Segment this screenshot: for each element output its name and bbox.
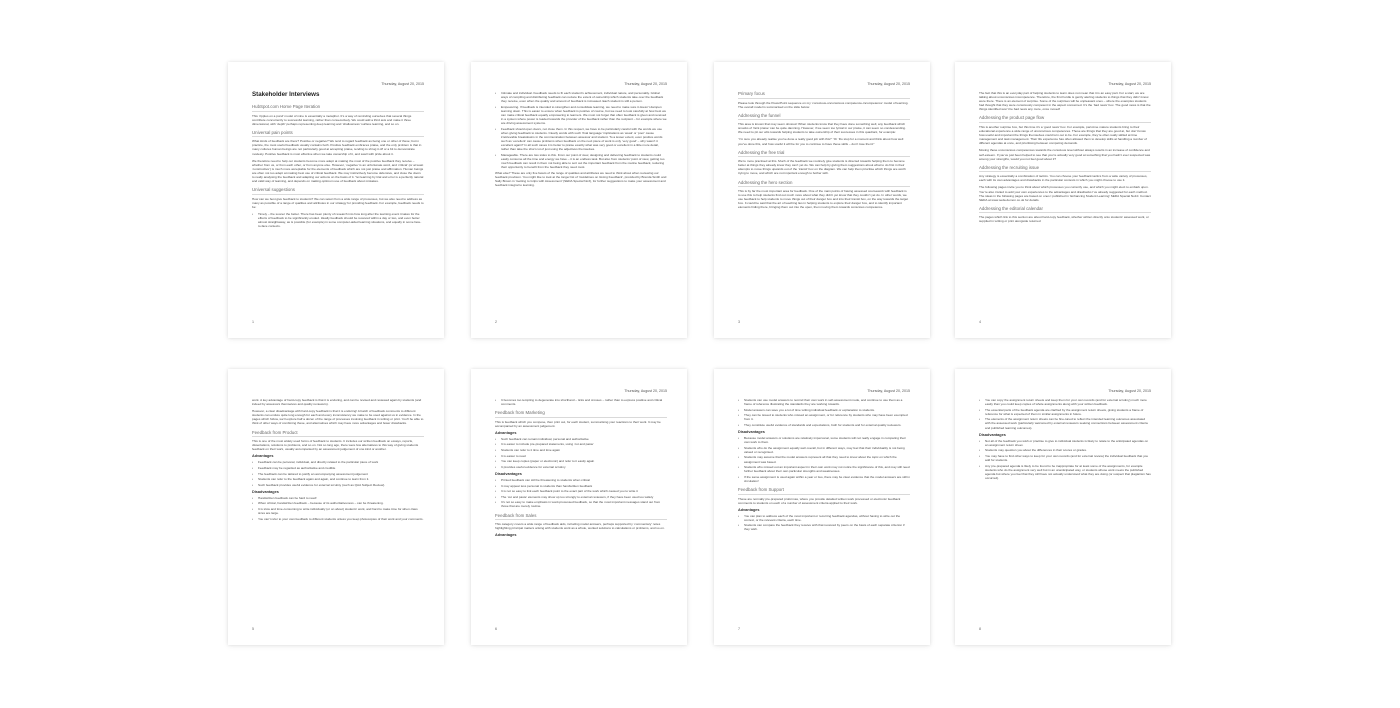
bullet-item: • Such feedback provides useful evidence for external scrutiny (such as QAA Subject Review). bbox=[252, 483, 424, 487]
bullet-item: • Feedback can be personal, individual, and directly related to the particular piece of work bbox=[252, 460, 424, 464]
document-page-4[interactable] bbox=[955, 62, 1171, 338]
paragraph: This is feedback which you compose, then print out, for each student, summarising your reactions to their work. It may be accompanied by an assessment judgement. bbox=[495, 419, 661, 428]
document-page-2[interactable] bbox=[471, 62, 687, 338]
page-date: Thursday, August 20, 2015 bbox=[624, 389, 667, 393]
subsection-heading: Disadvantages bbox=[495, 471, 522, 476]
paragraph: What kinds of feedback are there? Positive or negative? We tend to regard feedback as being one or other of these; but in practice, the most useful feedback usually contains both. Positive feedback embraces praise, and the only problem is that in many cultures human beings are not particularly good at accepting praise, tending to shrug it off or a bit to demonstrate modesty. Positive feedback is most effective when we take ownership of it, and swell with pride about it. bbox=[252, 139, 422, 156]
page-title: Stakeholder Interviews bbox=[252, 91, 320, 98]
page-date bbox=[252, 389, 424, 394]
bullet-item: • The ‘cut and paste’ elements may show up too strongly to external reviewers, if they have been used too widely bbox=[495, 495, 667, 499]
bullet-item: • Students can compare the feedback they receive with that received by peers on the basis of each separate criterion if they wish. bbox=[738, 523, 910, 531]
bullet-item: • Students may assume that the model answers represent all that they need to know about the topic on which the assignment was based. bbox=[738, 455, 910, 463]
bullet-item: • Feedback should open doors, not close them. In this respect, we have to be particularly careful with the words we use when giving feedback to students. Clearly words with such ‘final language’ implications as ‘weak’ or ‘poor’ cause irretrievable breakdowns in the communication between assessor and student. To a lesser extent, even positive words such as ‘excellent’ can cause problems when feedback on the next piece of work is only ‘very good’ – why wasn’t it excellent again? In all such cases it is better to praise exactly what was very good or excellent in a little more detail, rather than take the short cut of just using the adjectives themselves. bbox=[495, 127, 667, 152]
paragraph: The pages which link to this section are about hard-copy feedback, whether written directly onto students’ assessed work, or supplied in writing or print alongside returned bbox=[979, 215, 1149, 224]
page-date: Thursday, August 20, 2015 bbox=[624, 82, 667, 86]
section-heading: Primary focus bbox=[738, 91, 910, 99]
paragraph: How can we best give feedback to students? We can select from a wide range of processes, but we also need to address as many as possible of a range of qualities and attributes in our strategy for providing feedback. For example, feedback needs to be: bbox=[252, 196, 424, 209]
bullet-item: • It provides useful evidence for external scrutiny bbox=[495, 465, 667, 469]
subsection-heading: Disadvantages bbox=[738, 430, 765, 435]
section-heading: HubSpot.com Home Page Iteration bbox=[252, 104, 424, 112]
bullet-item: • Handwritten feedback can be hard to read! bbox=[252, 496, 424, 500]
paragraph: Any strategy is essentially a combination of tactics. You can choose your feedback tactics from a wide variety of processes, each with its own advantages and drawbacks in the particular contexts in which you might choose to use it. bbox=[979, 174, 1148, 183]
page-date: Thursday, August 20, 2015 bbox=[867, 82, 910, 86]
document-page-1[interactable] bbox=[228, 62, 444, 338]
bullet-item: • You can’t refer to your own feedback to different students unless you keep photocopies of their work and your comments. bbox=[252, 517, 424, 521]
paragraph: This is one of the most widely used forms of feedback to students. It includes our written feedback on essays, reports, dissertations, solutions to problems, and so on. Not so long ago, there were few alternatives to this way of giving students feedback on their work, usually accompanied by an assessment judgement of one kind or another. bbox=[252, 439, 419, 452]
bullet-item: • Such feedback can remain individual, personal and authoritative bbox=[495, 437, 667, 441]
subsection-heading: Advantages bbox=[738, 507, 760, 512]
bullet-item: • Students may question you about the differences in their scores or grades. bbox=[979, 448, 1151, 452]
section-heading: Feedback from Product bbox=[252, 430, 424, 438]
paragraph: We’re more practised at this. Much of the feedback we routinely give students is directed towards helping them to become better at things they already know they can’t yet do. We can help by giving them suggestions about what to do first in their attempts to move things upwards out of the ‘transit’ box on the diagram. We can help them prioritise which things are worth trying to move, and which are not important enough to bother with. bbox=[738, 159, 906, 176]
section-heading: Feedback from Sales bbox=[495, 513, 667, 521]
page-date: Thursday, August 20, 2015 bbox=[381, 82, 424, 86]
bullet-item: • Printed feedback can still be threatening to students when critical bbox=[495, 478, 667, 482]
subsection-heading: Disadvantages bbox=[979, 432, 1006, 437]
paragraph: This is by far the most important area for feedback. One of the main points of having assessed coursework with feedback is to use this to help students find out much more about what they didn’t yet know that they couldn’t yet do. In other words, we use feedback to help students to move things out of their danger box and into their transit box, on the way towards the target box. It could be said that the art of teaching lies in helping students to explore their danger box, and to identify important elements hiding there, bringing them out into the open, then moving them towards conscious competence. bbox=[738, 189, 909, 210]
paragraph: “I’m sure you already realise you’ve done a really good job with this!” “Or ‘Do stop for a moment and think about how well you’ve done this, and how useful it will be for you to continue to have these skills – don’t lose them!” bbox=[738, 137, 904, 146]
page-number: 7 bbox=[738, 627, 740, 631]
page-number: 3 bbox=[738, 320, 740, 324]
section-heading: Universal pain points bbox=[252, 130, 424, 138]
paragraph: This area is known that may seem obvious! When students know that they have done something well, any feedback which smacks of ‘faint praise’ can be quite damning. However, if we seem too lyrical in our praise, it can seem so condescending. We need to pit our wits towards helping students to take ownership of their successes in this quadrant, for example: bbox=[738, 122, 906, 135]
bullet-item: • Empowering. If feedback is intended to strengthen and consolidate learning, we need to make sure it doesn’t dampen learning down. This is easier to ensure when feedback is positive of course, but we need to look carefully at how best we can make critical feedback equally empowering to learners. We must not forget that often feedback is given and received in a system where power is loaded towards the provider of the feedback rather than the recipient – for example where we are driving assessment systems. bbox=[495, 105, 667, 125]
paragraph: We therefore need to help our students become more adept at making the most of the positive feedback they receive – whether from us, or from each other, or from anyone else. However, ‘negative’ is an unfortunate word, and ‘critical’ (or at least ‘constructive’) is much more acceptable for the elements of feedback which are not just praise and affirmation. Human beings are often not too adept at making best use of critical feedback. We may instinctively become defensive, and close the doors to really analysing the feedback and adapting our actions on the basis of it. Yet learning by trial and error is a perfectly natural and valid way of learning, and depends on making optimum use of feedback about mistakes. bbox=[252, 158, 424, 184]
bullet-item: • The elements of the assignment return sheets can be fine-tuned to reflect the intended learning outcomes associated with the assessed work (particularly welcomed by external reviewers seeking connections between assessment criteria and published learning outcomes). bbox=[979, 417, 1151, 429]
bullet-item: • Students who missed out an important aspect in their own work may not notice the significance of this, and may still need further feedback about their own particular strengths and weaknesses. bbox=[738, 465, 910, 473]
subsection-heading: Disadvantages bbox=[252, 489, 279, 494]
paragraph: This category covers a wide range of feedback aids, including model answers, perhaps supported by ‘commentary’ notes highlighting principal matters arising with students work as a whole, worked solutions to calculations or problems, and so on. bbox=[495, 522, 665, 531]
page-number: 6 bbox=[495, 627, 497, 631]
bullet-item: • It’s not so easy to make emphasis in word-processed feedback, so that the most important messages stand out from those that are merely routine. bbox=[495, 500, 667, 508]
page-number: 1 bbox=[252, 320, 254, 324]
bullet-item: • Because model answers or solutions are relatively impersonal, some students will not really engage in comparing their own work to them. bbox=[738, 436, 910, 444]
document-page-8[interactable] bbox=[955, 369, 1171, 645]
bullet-item: • The feedback can be tailored to justify an accompanying assessment judgement bbox=[252, 472, 424, 476]
page-number: 5 bbox=[252, 627, 254, 631]
section-heading: Addressing the funnel bbox=[738, 113, 910, 121]
bullet-item: • Timely – the sooner the better. There has been plenty of research into how long after the learning event it takes for the effects of feedback to be significantly eroded. Ideally feedback should be received within a day or two, and even better almost straightaway, as is possible (for example) in some computer-aided learning situations, and equally in some face-to-face contexts. bbox=[252, 212, 424, 228]
paragraph: work. A key advantage of hard-copy feedback is that it is enduring, and can be revised and reviewed again by students (and indeed by assessors themselves and quality reviewers). bbox=[252, 398, 422, 407]
bullet-item: • It may appear less personal to students than handwritten feedback bbox=[495, 484, 667, 488]
bullet-item: • Any pre-prepared agenda is likely to be found to be inappropriate for at least some of the assignments, for example students who do the assignment very well but in an unanticipated way, or students whose work meets the published agenda but where you feel that they still have not actually understood what they are doing (or suspect that plagiarism has occurred). bbox=[979, 464, 1151, 480]
section-heading: Universal suggestions bbox=[252, 187, 424, 195]
bullet-item: • Students can refer to the feedback again and again, and continue to learn from it. bbox=[252, 477, 424, 481]
bullet-item: • The essential parts of the feedback agenda are clarified by the assignment return sheets, giving students a frame of reference for what is expected of them in similar assignments in future. bbox=[979, 408, 1151, 416]
bullet-item: • It is easier to include pre-prepared statements, using ‘cut and paste’ bbox=[495, 442, 667, 446]
paragraph: These are normally pre-prepared proformas, where you provide detailed written work processed or electronic feedback comments to students on each of a number of assessment criteria applied to their work. bbox=[738, 496, 901, 505]
paragraph: The fact that this is an everyday part of helping students to learn does not mean that it is an easy part. For a start, we are talking about unconscious incompetence. Therefore, the first hurdle is gently alerting students to things that they didn’t know were there. There is an element of surprise. Some of the surprises will be unpleasant ones – where the examples students had thought that they were consciously competent in the aspect concerned. It’s the ‘bad news’ box. The good news is that the things identified won’t be bad news any more, once moved! bbox=[979, 91, 1151, 112]
paragraph: Moving these unconscious competences towards the conscious level without always results in an increase of confidence and self-esteem. If you’ve just been helped to see that you’re actually very good at something that you hadn’t ever suspected was among your strengths, would you not feel good about it? bbox=[979, 148, 1151, 161]
section-heading: Feedback from Support bbox=[738, 487, 910, 495]
paragraph: What else? These are only five facets of the range of qualities and attributes we need to think about when reviewing our feedback provision. You might like to look at the longer list of ‘Guidelines on Giving Feedback’, provided by Brenda Smith and Sally Brown in ‘Getting to Grips with Assessment’ (SEDA Special No3), for further suggestions to make your assessment and feedback integral to learning. bbox=[495, 170, 667, 187]
bullet-item: • If the same assignment is used again within a year or two, there may be clear evidence that the model answers are still in circulation! bbox=[738, 475, 910, 483]
paragraph: This is another surprise box, but this time it’s a ‘good news’ box. For example, part-time mature students bring to their educational experience a wide range of unconscious competences. These are things that they are good at, but don’t know how useful and important the things themselves could turn out to be. For example, they’re often really skilled at time management and task management. Their life experience has often allowed them to develop skills at handling a number of different agendas at once, and prioritising between competing demands. bbox=[979, 124, 1147, 146]
bullet-item: • Model answers can save you a lot of time writing individual feedback or explanation to students. bbox=[738, 408, 910, 412]
bullet-item: • It is not so easy to link each feedback point to the exact part of the work which caused you to write it bbox=[495, 489, 667, 493]
subsection-heading: Advantages bbox=[495, 533, 517, 538]
section-heading: Addressing the editorial calendar bbox=[979, 206, 1151, 214]
section-heading: Feedback from Marketing bbox=[495, 410, 667, 418]
bullet-item: • You may have to find other ways to keep for your own records (and for external review) the individual feedback that you add for students. bbox=[979, 454, 1151, 462]
document-page-3[interactable] bbox=[714, 62, 930, 338]
paragraph: The following pages invite you to think about which processes you currently use, and which you might elect to embark upon. You’re also invited to add your own experiences to the advantages and drawbacks I’ve already suggested for each method. The ideas in the following pages are based on ones I published in ‘Enhancing Student Learning’ SEDA Special No10. Contact SEDA at www.seda.demon.co.uk for details. bbox=[979, 185, 1151, 202]
section-heading: Addressing the recruiting issue bbox=[979, 165, 1151, 173]
document-page-6[interactable] bbox=[471, 369, 687, 645]
bullet-item: • You can plan to address each of the most important or recurring feedback agendas, without having to write out the context, or the relevant criteria, each time. bbox=[738, 514, 910, 522]
document-page-7[interactable] bbox=[714, 369, 930, 645]
page-number: 8 bbox=[979, 627, 981, 631]
bullet-item: • Manageable. There are two sides to this. From our point of view, designing and delivering feedback to students could easily consume all the time and energy we have – it is an endless task. But also from students’ point of view, getting too much feedback can result in them not being able to sort out the important feedback from the routine feedback, reducing their opportunity to benefit from the feedback they need most. bbox=[495, 153, 667, 169]
bullet-item: • Students who do the assignment equally well overall, but in different ways, may feel that their individuality is not being valued or recognised. bbox=[738, 446, 910, 454]
section-heading: Addressing the hero section bbox=[738, 180, 910, 188]
page-number: 2 bbox=[495, 320, 497, 324]
bullet-item: • It is easier to read bbox=[495, 454, 667, 458]
subsection-heading: Advantages bbox=[252, 454, 274, 459]
subsection-heading: Advantages bbox=[495, 430, 517, 435]
bullet-item: • It is slow and time-consuming to write individually (or on about) students’ work, and hard to make time for when class sizes are large. bbox=[252, 507, 424, 515]
bullet-item: • It becomes too tempting to degenerate into shorthand – ticks and crosses – rather than to express positive and critical comments. bbox=[495, 398, 667, 406]
page-number: 4 bbox=[979, 320, 981, 324]
page-date: Thursday, August 20, 2015 bbox=[1108, 82, 1151, 86]
bullet-item: • Intimate and individual. Feedback needs to fit each student’s achievement, individual nature, and personality. Global ways of compiling and distributing feedback can reduce the extent of ownership which students take over the feedback they receive, even when the quality and amount of feedback is increased. Each student is still a person. bbox=[495, 91, 667, 103]
page-date: Thursday, August 20, 2015 bbox=[867, 389, 910, 393]
bullet-item: • They can be issued to students who missed an assignment, or for reference by students who may have been exempted from it. bbox=[738, 413, 910, 421]
section-heading: Addressing the product page flow bbox=[979, 115, 1151, 123]
paragraph: However, a clear disadvantage with hard-copy feedback is that it is enduring! A batch of feedback comments to different students can endure quite long enough for each and every inconsistency we make to be used against us in evidence. In the pages which follow, we’ll explore half a dozen of the range of processes involving feedback in writing or print. You’ll be able to think of other ways of combining these, and alternatives which may have more advantages and fewer drawbacks. bbox=[252, 409, 424, 426]
paragraph: Please look through the PowerPoint sequence on my ‘conscious-unconscious competence-incompetence’ model of learning. The overall model is summarised on the slide below: bbox=[738, 100, 909, 109]
bullet-item: • Students can use model answers to remind their own work in self-assessment mode, and continue to use them as a frame of reference illustrating the standards they are working towards. bbox=[738, 398, 910, 406]
bullet-item: • You can keep copies (paper or electronic) and refer to it easily again bbox=[495, 459, 667, 463]
paragraph: This ‘ripples on a pond’ model of mine is essentially a metaphor. It’s a way of reminding ourselves that several things contribute concurrently to successful learning, rather than consecutively. We could add a third axis and make it three dimensional, with ‘depth’ perhaps representing deep learning and ‘shallowness’ surface learning, and so on. bbox=[252, 113, 412, 126]
bullet-item: • Students can refer to it time and time again bbox=[495, 448, 667, 452]
bullet-item: • When critical, handwritten feedback – because of its authoritativeness – can be threatening. bbox=[252, 501, 424, 505]
document-page-5[interactable] bbox=[228, 369, 444, 645]
bullet-item: • Not all of the feedback you wish or practise to give to individual students is likely to relate to the anticipated agendas on an assignment return sheet. bbox=[979, 439, 1151, 447]
bullet-item: • They constitute useful evidence of standards and expectations, both for students and for external quality reviewers. bbox=[738, 423, 910, 427]
section-heading: Addressing the free trial bbox=[738, 150, 910, 158]
page-date: Thursday, August 20, 2015 bbox=[1108, 389, 1151, 393]
bullet-item: • Feedback may be regarded as authoritative and credible bbox=[252, 466, 424, 470]
bullet-item: • You can copy the assignment return sheets and keep them for your own records (and for external scrutiny) much more easily than you could keep copies of whole assignments along with your written feedback. bbox=[979, 398, 1151, 406]
